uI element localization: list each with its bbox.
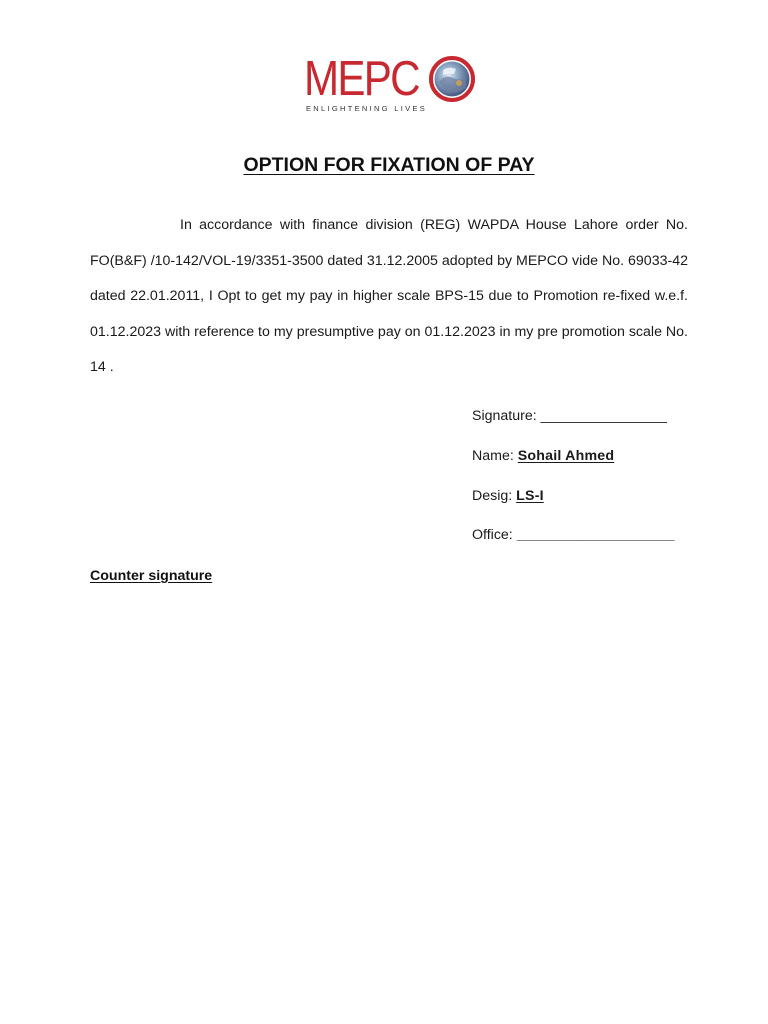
designation-value: LS-I bbox=[516, 488, 544, 504]
name-value: Sohail Ahmed bbox=[517, 448, 615, 464]
office-label: Office: bbox=[472, 527, 513, 543]
logo-tagline: ENLIGHTENING LIVES bbox=[306, 104, 428, 113]
globe-icon bbox=[429, 56, 475, 102]
office-blank: ____________________ bbox=[516, 527, 675, 543]
name-label: Name: bbox=[472, 448, 514, 464]
mepco-logo bbox=[304, 52, 476, 116]
office-line bbox=[472, 527, 675, 543]
designation-line bbox=[472, 488, 544, 504]
document-title: OPTION FOR FIXATION OF PAY bbox=[243, 154, 535, 176]
designation-label: Desig: bbox=[472, 488, 513, 504]
signature-label: Signature: bbox=[472, 408, 537, 424]
name-line bbox=[472, 448, 614, 464]
body-paragraph: In accordance with finance division (REG) WAPDA House Lahore order No. FO(B&F) /10-142/VOL-19/3351-3500 dated 31.12.2005 adopted by MEPCO vide No. 69033-42 dated 22.01.2011, I Opt to get my pay in higher scale BPS-15 due to Promotion re-fixed w.e.f. 01.12.2023 with reference to my presumptive pay on 01.12.2023 in my pre promotion scale No. 14 . bbox=[90, 217, 688, 376]
signature-line bbox=[472, 408, 667, 424]
counter-signature-heading: Counter signature bbox=[90, 568, 213, 584]
logo-wordmark: MEPC bbox=[304, 52, 419, 106]
signature-blank: ________________ bbox=[540, 408, 667, 424]
